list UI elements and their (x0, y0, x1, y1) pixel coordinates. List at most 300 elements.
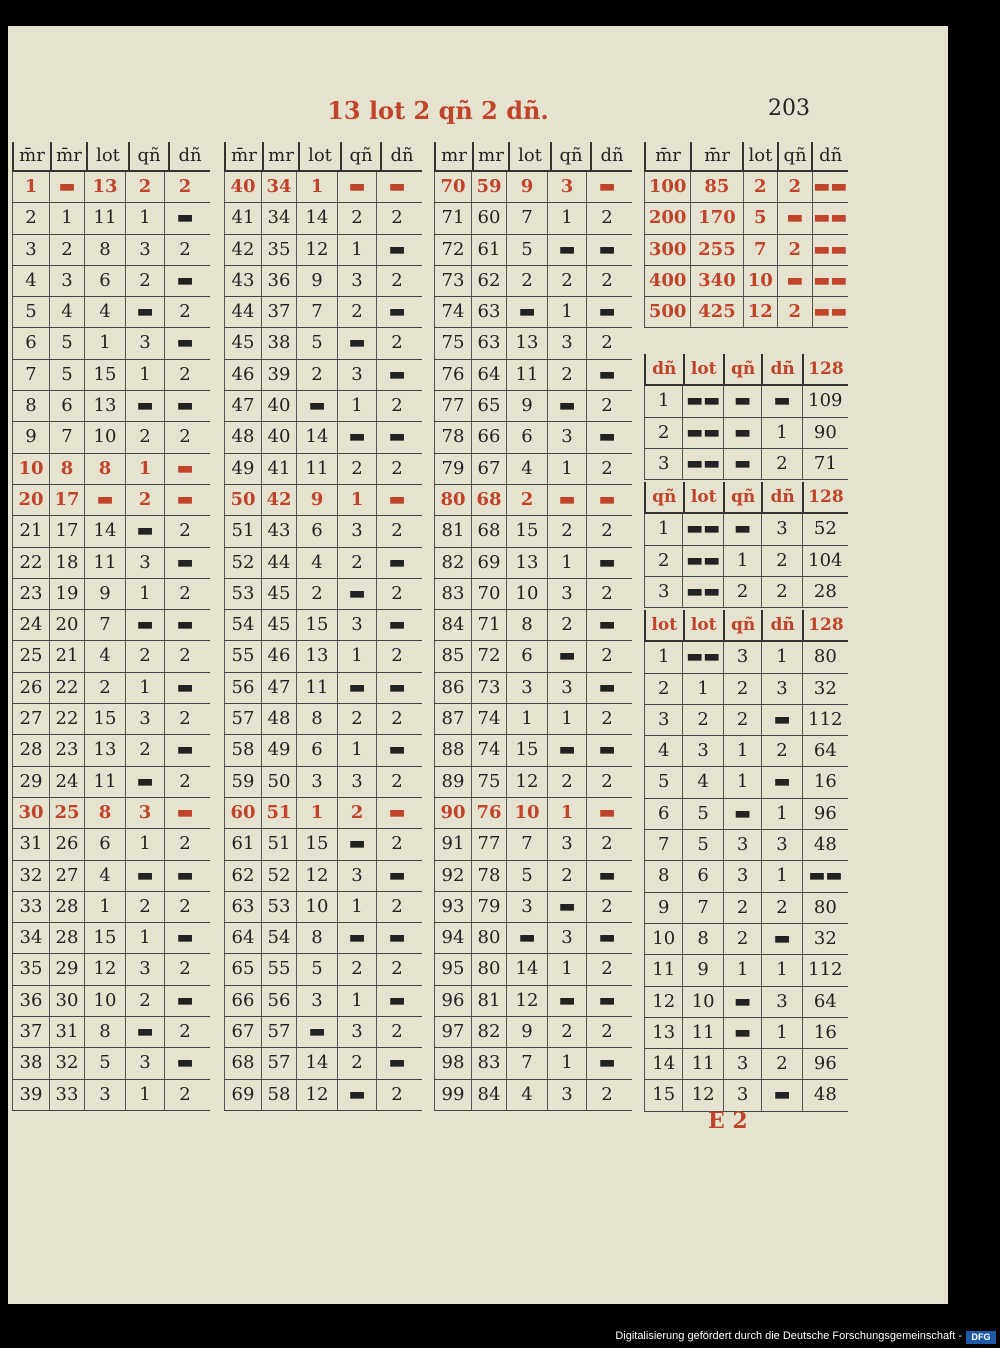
table-cell: 81 (434, 516, 471, 546)
table-cell: ▬ (125, 767, 164, 797)
table-cell: 7 (84, 610, 125, 640)
header-cell: 128 (802, 610, 848, 640)
table-cell: 80 (802, 642, 848, 672)
table-row (12, 641, 210, 672)
header-cell: m̄r (50, 142, 86, 170)
table-cell: 13 (84, 391, 125, 421)
table-cell: 2 (376, 516, 417, 546)
table-row (12, 798, 210, 829)
table-cell: 3 (125, 548, 164, 578)
header-cell: qñ (128, 142, 168, 170)
table-cell: 1 (547, 798, 586, 828)
table-cell: 10 (296, 892, 337, 922)
table-row (224, 798, 422, 829)
table-row (644, 987, 848, 1018)
table-cell: 112 (802, 705, 848, 735)
table-cell: 2 (337, 203, 376, 233)
signature-mark: E 2 (708, 1108, 748, 1134)
table-cell: ▬ (586, 297, 627, 327)
table-cell: 49 (224, 454, 261, 484)
table-cell: 49 (261, 735, 296, 765)
table-cell: 55 (224, 641, 261, 671)
table-header (434, 142, 632, 172)
table-cell: 8 (84, 235, 125, 265)
table-cell: 10 (743, 266, 778, 296)
table-cell: 1 (125, 1080, 164, 1110)
table-cell: 7 (12, 360, 49, 390)
table-row (434, 266, 632, 297)
table-cell: 1 (761, 861, 801, 891)
header-cell: dñ (761, 354, 801, 384)
table-cell: ▬ (296, 1017, 337, 1047)
table-cell: 83 (434, 579, 471, 609)
table-cell: 2 (506, 485, 547, 515)
table-cell: ▬▬ (812, 235, 848, 265)
header-cell: dñ (590, 142, 632, 170)
table-cell: 33 (12, 892, 49, 922)
table-cell: 300 (644, 235, 690, 265)
table-cell: 60 (224, 798, 261, 828)
table-row (224, 986, 422, 1017)
table-row (224, 203, 422, 234)
table-cell: 2 (723, 705, 761, 735)
table-cell: 8 (644, 861, 682, 891)
table-cell: 10 (84, 422, 125, 452)
table-cell: 2 (376, 704, 417, 734)
table-cell: 2 (586, 328, 627, 358)
table-cell: 1 (337, 641, 376, 671)
table-cell: 37 (12, 1017, 49, 1047)
table-cell: 24 (12, 610, 49, 640)
table-header (224, 142, 422, 172)
table-cell: 5 (506, 235, 547, 265)
table-cell: 1 (547, 454, 586, 484)
table-cell: 78 (471, 861, 506, 891)
table-cell: 2 (723, 893, 761, 923)
table-row (12, 328, 210, 359)
table-cell: 2 (164, 579, 205, 609)
table-row (224, 767, 422, 798)
table-cell: 57 (261, 1048, 296, 1078)
table-cell: 48 (802, 1080, 848, 1110)
table-cell: 16 (802, 767, 848, 797)
table-cell: ▬▬ (812, 297, 848, 327)
table-cell: ▬ (376, 673, 417, 703)
header-cell: lot (742, 142, 777, 170)
header-cell: dñ (168, 142, 210, 170)
table-cell: 2 (586, 516, 627, 546)
table-cell: 73 (434, 266, 471, 296)
table-cell: ▬▬ (682, 514, 722, 544)
table-cell: 15 (296, 610, 337, 640)
table-cell: 80 (471, 954, 506, 984)
table-cell: 1 (547, 704, 586, 734)
table-row (12, 297, 210, 328)
table-cell: 3 (125, 1048, 164, 1078)
table-cell: 84 (471, 1080, 506, 1110)
table-cell: 5 (682, 830, 722, 860)
table-cell: ▬▬ (812, 266, 848, 296)
table-row (644, 799, 848, 830)
table-cell: 13 (506, 328, 547, 358)
table-cell: 425 (690, 297, 742, 327)
table-cell: 68 (471, 485, 506, 515)
table-cell: ▬ (164, 798, 205, 828)
table-cell: 43 (261, 516, 296, 546)
table-cell: 2 (547, 266, 586, 296)
table-cell: ▬ (586, 610, 627, 640)
table-cell: 8 (682, 924, 722, 954)
table-cell: 11 (644, 955, 682, 985)
table-row (644, 418, 848, 449)
table-cell: 28 (49, 923, 84, 953)
table-cell: 8 (12, 391, 49, 421)
table-cell: 12 (506, 986, 547, 1016)
table-cell: 3 (761, 987, 801, 1017)
table-row (224, 1080, 422, 1111)
table-cell: ▬▬ (682, 418, 722, 448)
table-cell: 81 (471, 986, 506, 1016)
table-cell: 2 (586, 203, 627, 233)
table-cell: 76 (471, 798, 506, 828)
table-cell: 1 (761, 1018, 801, 1048)
table-cell: ▬ (376, 735, 417, 765)
table-cell: 77 (471, 829, 506, 859)
table-cell: 9 (296, 266, 337, 296)
table-cell: 7 (682, 893, 722, 923)
table-cell: 65 (224, 954, 261, 984)
table-cell: 63 (471, 328, 506, 358)
table-row (434, 516, 632, 547)
table-cell: ▬ (586, 422, 627, 452)
page-title: 13 lot 2 qñ 2 dñ. (327, 96, 549, 125)
table-cell: 25 (49, 798, 84, 828)
table-cell: 2 (125, 641, 164, 671)
table-cell: 2 (777, 172, 812, 202)
table-cell: ▬ (547, 485, 586, 515)
table-cell: ▬ (337, 172, 376, 202)
header-cell: dñ (761, 610, 801, 640)
table-row (224, 673, 422, 704)
table-cell: 2 (644, 674, 682, 704)
table-cell: 6 (506, 422, 547, 452)
table-cell: 2 (723, 924, 761, 954)
table-cell: 64 (802, 987, 848, 1017)
table-cell: 13 (84, 172, 125, 202)
table-cell: ▬ (586, 923, 627, 953)
table-column-1 (12, 142, 210, 1111)
table-row (644, 1018, 848, 1049)
table-cell: 82 (471, 1017, 506, 1047)
table-cell: 2 (376, 391, 417, 421)
table-cell: 2 (164, 235, 205, 265)
table-row (12, 422, 210, 453)
table-cell: 14 (296, 1048, 337, 1078)
table-cell: 9 (12, 422, 49, 452)
table-cell: 3 (337, 516, 376, 546)
table-cell: ▬ (586, 735, 627, 765)
sub-table-header (644, 610, 848, 642)
table-cell: 17 (49, 516, 84, 546)
table-row (12, 266, 210, 297)
table-cell: ▬ (723, 1018, 761, 1048)
table-cell: ▬ (586, 485, 627, 515)
table-row (434, 1017, 632, 1048)
table-cell: 3 (296, 767, 337, 797)
table-cell: 9 (84, 579, 125, 609)
table-row (12, 485, 210, 516)
table-cell: ▬▬ (682, 386, 722, 416)
table-cell: 2 (547, 610, 586, 640)
table-cell: 2 (761, 893, 801, 923)
table-row (434, 391, 632, 422)
table-cell: ▬ (723, 386, 761, 416)
table-cell: 2 (761, 1049, 801, 1079)
header-cell: lot (644, 610, 683, 640)
table-row (434, 735, 632, 766)
table-cell: 65 (471, 391, 506, 421)
table-cell: ▬ (164, 923, 205, 953)
header-cell: dñ (761, 482, 801, 512)
table-cell: 78 (434, 422, 471, 452)
table-cell: 71 (471, 610, 506, 640)
table-cell: 3 (125, 954, 164, 984)
table-cell: ▬ (586, 673, 627, 703)
table-cell: 67 (224, 1017, 261, 1047)
table-cell: 1 (84, 892, 125, 922)
table-cell: 1 (125, 454, 164, 484)
table-cell: 63 (224, 892, 261, 922)
table-cell: 2 (586, 892, 627, 922)
table-cell: 89 (434, 767, 471, 797)
table-cell: 3 (682, 736, 722, 766)
table-cell: 46 (224, 360, 261, 390)
table-cell: ▬▬ (682, 642, 722, 672)
table-cell: 3 (644, 449, 682, 479)
table-cell: ▬ (586, 172, 627, 202)
table-row (12, 1048, 210, 1079)
table-cell: 11 (296, 673, 337, 703)
table-row (644, 893, 848, 924)
table-row (224, 892, 422, 923)
table-cell: 54 (224, 610, 261, 640)
table-cell: 48 (802, 830, 848, 860)
table-cell: 1 (761, 799, 801, 829)
table-cell: 48 (261, 704, 296, 734)
sub-table (644, 482, 848, 608)
table-cell: 8 (49, 454, 84, 484)
table-row (644, 955, 848, 986)
table-cell: 11 (682, 1018, 722, 1048)
table-cell: 29 (49, 954, 84, 984)
table-cell: 2 (164, 1017, 205, 1047)
table-cell: 3 (547, 829, 586, 859)
table-cell: 4 (506, 454, 547, 484)
table-cell: 2 (337, 548, 376, 578)
table-cell: 2 (337, 704, 376, 734)
table-row (434, 954, 632, 985)
table-cell: 1 (547, 954, 586, 984)
table-cell: 39 (261, 360, 296, 390)
header-cell: lot (298, 142, 340, 170)
table-cell: ▬ (761, 386, 801, 416)
table-cell: 3 (337, 266, 376, 296)
table-cell: 34 (261, 203, 296, 233)
table-cell: 2 (376, 1080, 417, 1110)
header-cell: dñ (644, 354, 683, 384)
table-cell: 41 (261, 454, 296, 484)
table-cell: 1 (547, 203, 586, 233)
table-row (434, 673, 632, 704)
table-cell: ▬ (723, 449, 761, 479)
table-cell: 3 (337, 861, 376, 891)
table-cell: 66 (471, 422, 506, 452)
table-cell: ▬ (723, 799, 761, 829)
table-cell: 44 (224, 297, 261, 327)
header-cell: qñ (723, 482, 762, 512)
table-cell: 27 (49, 861, 84, 891)
header-cell: lot (508, 142, 550, 170)
table-cell: 3 (125, 235, 164, 265)
table-cell: 80 (434, 485, 471, 515)
table-cell: 255 (690, 235, 742, 265)
table-cell: 4 (644, 736, 682, 766)
table-cell: 28 (12, 735, 49, 765)
table-row (224, 829, 422, 860)
table-cell: 12 (644, 987, 682, 1017)
table-cell: 3 (547, 172, 586, 202)
table-cell: 23 (12, 579, 49, 609)
table-cell: 52 (802, 514, 848, 544)
table-cell: 8 (506, 610, 547, 640)
table-cell: 3 (761, 674, 801, 704)
table-cell: 2 (376, 454, 417, 484)
table-row (224, 454, 422, 485)
table-cell: ▬▬ (682, 546, 722, 576)
table-cell: 2 (743, 172, 778, 202)
table-cell: 29 (12, 767, 49, 797)
table-row (224, 172, 422, 203)
table-row (434, 548, 632, 579)
table-row (644, 736, 848, 767)
table-row (12, 704, 210, 735)
table-cell: 98 (434, 1048, 471, 1078)
table-cell: 54 (261, 923, 296, 953)
table-cell: ▬ (376, 798, 417, 828)
table-cell: 1 (84, 328, 125, 358)
table-cell: 58 (224, 735, 261, 765)
table-row (434, 767, 632, 798)
table-row (12, 610, 210, 641)
table-cell: 4 (49, 297, 84, 327)
table-row (12, 861, 210, 892)
table-row (644, 924, 848, 955)
table-cell: 3 (644, 577, 682, 607)
table-cell: 21 (49, 641, 84, 671)
table-cell: 112 (802, 955, 848, 985)
table-row (434, 360, 632, 391)
table-cell: ▬ (337, 328, 376, 358)
table-cell: 5 (296, 954, 337, 984)
table-cell: 2 (761, 449, 801, 479)
table-cell: 2 (376, 1017, 417, 1047)
table-cell: 1 (337, 391, 376, 421)
table-cell: 39 (12, 1080, 49, 1110)
table-row (224, 954, 422, 985)
table-cell: 50 (224, 485, 261, 515)
table-cell: ▬▬ (812, 203, 848, 233)
table-row (644, 577, 848, 608)
table-cell: 51 (261, 798, 296, 828)
table-cell: 2 (376, 954, 417, 984)
table-cell: 12 (682, 1080, 722, 1110)
table-row (224, 266, 422, 297)
table-cell: ▬ (125, 297, 164, 327)
table-cell: 14 (296, 203, 337, 233)
table-cell: 3 (723, 861, 761, 891)
table-cell: 3 (723, 1049, 761, 1079)
table-cell: ▬ (164, 454, 205, 484)
header-cell: qñ (340, 142, 380, 170)
table-cell: 12 (506, 767, 547, 797)
table-cell: 2 (164, 641, 205, 671)
table-cell: 12 (296, 235, 337, 265)
table-cell: ▬▬ (682, 577, 722, 607)
table-cell: 33 (49, 1080, 84, 1110)
table-cell: 2 (376, 203, 417, 233)
table-row (224, 579, 422, 610)
table-cell: 4 (296, 548, 337, 578)
table-cell: 84 (434, 610, 471, 640)
table-cell: 32 (12, 861, 49, 891)
table-cell: 2 (296, 360, 337, 390)
table-cell: 13 (296, 641, 337, 671)
table-cell: 7 (506, 203, 547, 233)
header-cell: m̄r (12, 142, 50, 170)
table-cell: 15 (84, 704, 125, 734)
table-cell: 47 (224, 391, 261, 421)
table-cell: 4 (682, 767, 722, 797)
table-cell: 68 (471, 516, 506, 546)
table-row (12, 1080, 210, 1111)
table-row (224, 235, 422, 266)
table-row (434, 203, 632, 234)
header-cell: qñ (723, 610, 762, 640)
table-row (12, 391, 210, 422)
table-cell: 2 (547, 1017, 586, 1047)
table-cell: ▬ (586, 861, 627, 891)
table-row (12, 516, 210, 547)
table-cell: 11 (506, 360, 547, 390)
table-cell: 10 (682, 987, 722, 1017)
table-cell: 45 (261, 610, 296, 640)
table-cell: 7 (49, 422, 84, 452)
table-cell: 28 (49, 892, 84, 922)
table-row (224, 735, 422, 766)
table-cell: 2 (164, 172, 205, 202)
table-cell: 11 (682, 1049, 722, 1079)
table-cell: 2 (586, 391, 627, 421)
table-cell: 5 (12, 297, 49, 327)
table-cell: 1 (547, 1048, 586, 1078)
table-cell: 10 (644, 924, 682, 954)
table-cell: 58 (261, 1080, 296, 1110)
table-cell: 32 (49, 1048, 84, 1078)
table-cell: 35 (12, 954, 49, 984)
table-cell: 2 (376, 767, 417, 797)
table-row (434, 172, 632, 203)
table-cell: 57 (224, 704, 261, 734)
